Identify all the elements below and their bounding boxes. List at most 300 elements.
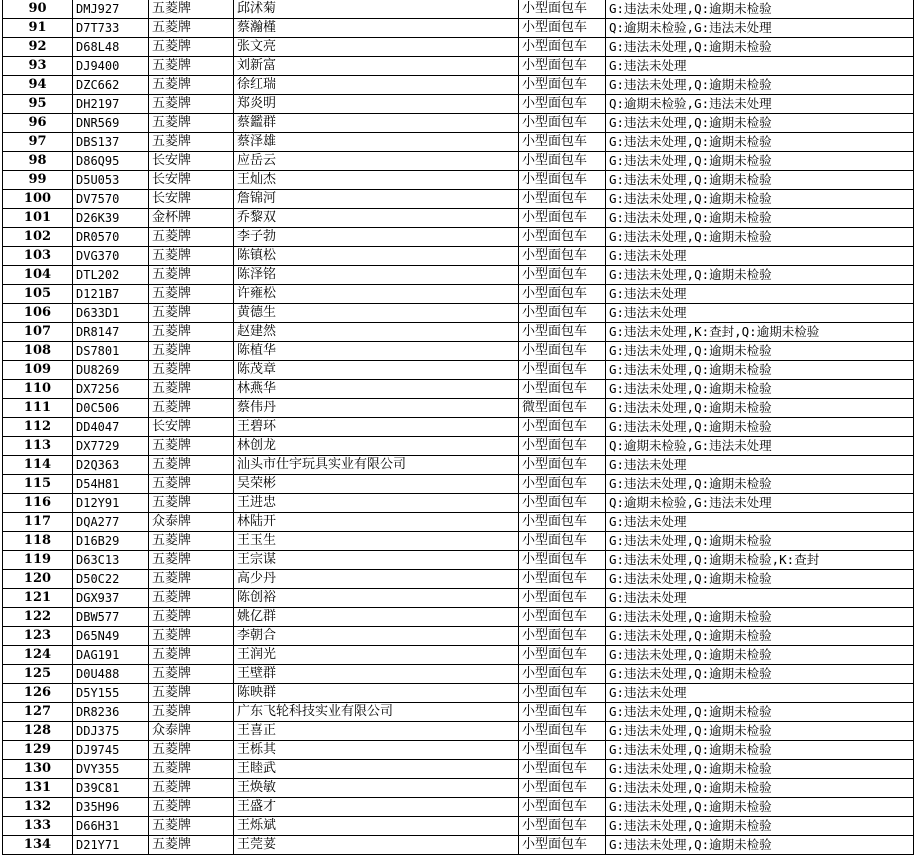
vehicle-type-cell[interactable]: 小型面包车 xyxy=(519,76,606,95)
owner-cell[interactable]: 王栎其 xyxy=(234,741,519,760)
status-cell[interactable]: G:违法未处理,Q:逾期未检验 xyxy=(606,190,914,209)
status-cell[interactable]: Q:逾期未检验,G:违法未处理 xyxy=(606,494,914,513)
plate-cell[interactable]: DR8236 xyxy=(73,703,149,722)
table-row xyxy=(3,475,914,494)
table-row xyxy=(3,570,914,589)
vehicle-type-cell[interactable]: 小型面包车 xyxy=(519,456,606,475)
brand-cell[interactable]: 五菱牌 xyxy=(149,95,234,114)
owner-cell[interactable]: 赵建然 xyxy=(234,323,519,342)
vehicle-type-cell[interactable]: 小型面包车 xyxy=(519,570,606,589)
owner-cell[interactable]: 王睦武 xyxy=(234,760,519,779)
row-number-cell[interactable]: 101 xyxy=(3,209,73,228)
owner-cell[interactable]: 王润光 xyxy=(234,646,519,665)
brand-cell[interactable]: 金杯牌 xyxy=(149,209,234,228)
status-cell[interactable]: G:违法未处理,Q:逾期未检验 xyxy=(606,380,914,399)
plate-cell[interactable]: DNR569 xyxy=(73,114,149,133)
plate-cell[interactable]: DMJ927 xyxy=(73,0,149,19)
owner-cell[interactable]: 刘新富 xyxy=(234,57,519,76)
table-row xyxy=(3,798,914,817)
row-number-cell[interactable]: 117 xyxy=(3,513,73,532)
vehicle-type-cell[interactable]: 小型面包车 xyxy=(519,285,606,304)
table-row xyxy=(3,95,914,114)
brand-cell[interactable]: 五菱牌 xyxy=(149,684,234,703)
brand-cell[interactable]: 五菱牌 xyxy=(149,570,234,589)
status-cell[interactable]: G:违法未处理,Q:逾期未检验 xyxy=(606,779,914,798)
status-cell[interactable]: G:违法未处理,Q:逾期未检验 xyxy=(606,817,914,836)
row-number-cell[interactable]: 100 xyxy=(3,190,73,209)
row-number-cell[interactable]: 125 xyxy=(3,665,73,684)
table-row xyxy=(3,323,914,342)
vehicle-table xyxy=(2,0,914,855)
vehicle-type-cell[interactable]: 小型面包车 xyxy=(519,684,606,703)
brand-cell[interactable]: 五菱牌 xyxy=(149,646,234,665)
vehicle-type-cell[interactable]: 小型面包车 xyxy=(519,342,606,361)
table-row xyxy=(3,836,914,855)
plate-cell[interactable]: DX7729 xyxy=(73,437,149,456)
owner-cell[interactable]: 黄德生 xyxy=(234,304,519,323)
row-number-cell[interactable]: 115 xyxy=(3,475,73,494)
status-cell[interactable]: G:违法未处理 xyxy=(606,589,914,608)
status-cell[interactable]: G:违法未处理,Q:逾期未检验 xyxy=(606,836,914,855)
status-cell[interactable]: G:违法未处理,Q:逾期未检验 xyxy=(606,361,914,380)
plate-cell[interactable]: DBS137 xyxy=(73,133,149,152)
owner-cell[interactable]: 王喜正 xyxy=(234,722,519,741)
plate-cell[interactable]: D0U488 xyxy=(73,665,149,684)
vehicle-type-cell[interactable]: 小型面包车 xyxy=(519,741,606,760)
plate-cell[interactable]: DQA277 xyxy=(73,513,149,532)
brand-cell[interactable]: 长安牌 xyxy=(149,152,234,171)
plate-cell[interactable]: DH2197 xyxy=(73,95,149,114)
table-row xyxy=(3,19,914,38)
row-number-cell[interactable]: 132 xyxy=(3,798,73,817)
plate-cell[interactable]: DVG370 xyxy=(73,247,149,266)
status-cell[interactable]: G:违法未处理,Q:逾期未检验 xyxy=(606,646,914,665)
row-number-cell[interactable]: 109 xyxy=(3,361,73,380)
table-body xyxy=(3,0,914,855)
table-row xyxy=(3,494,914,513)
plate-cell[interactable]: DJ9400 xyxy=(73,57,149,76)
owner-cell[interactable]: 王宗谋 xyxy=(234,551,519,570)
plate-cell[interactable]: D63C13 xyxy=(73,551,149,570)
status-cell[interactable]: G:违法未处理,Q:逾期未检验 xyxy=(606,76,914,95)
brand-cell[interactable]: 五菱牌 xyxy=(149,266,234,285)
plate-cell[interactable]: DD4047 xyxy=(73,418,149,437)
row-number-cell[interactable]: 118 xyxy=(3,532,73,551)
row-number-cell[interactable]: 113 xyxy=(3,437,73,456)
row-number-cell[interactable]: 126 xyxy=(3,684,73,703)
vehicle-type-cell[interactable]: 小型面包车 xyxy=(519,494,606,513)
plate-cell[interactable]: D7T733 xyxy=(73,19,149,38)
brand-cell[interactable]: 五菱牌 xyxy=(149,0,234,19)
status-cell[interactable]: G:违法未处理,Q:逾期未检验 xyxy=(606,627,914,646)
brand-cell[interactable]: 五菱牌 xyxy=(149,608,234,627)
plate-cell[interactable]: DV7570 xyxy=(73,190,149,209)
row-number-cell[interactable]: 128 xyxy=(3,722,73,741)
table-row xyxy=(3,38,914,57)
vehicle-type-cell[interactable]: 小型面包车 xyxy=(519,437,606,456)
row-number-cell[interactable]: 95 xyxy=(3,95,73,114)
plate-cell[interactable]: D5Y155 xyxy=(73,684,149,703)
row-number-cell[interactable]: 112 xyxy=(3,418,73,437)
vehicle-type-cell[interactable]: 小型面包车 xyxy=(519,190,606,209)
brand-cell[interactable]: 五菱牌 xyxy=(149,551,234,570)
table-row xyxy=(3,437,914,456)
status-cell[interactable]: G:违法未处理 xyxy=(606,57,914,76)
vehicle-type-cell[interactable]: 小型面包车 xyxy=(519,266,606,285)
row-number-cell[interactable]: 116 xyxy=(3,494,73,513)
vehicle-type-cell[interactable]: 小型面包车 xyxy=(519,19,606,38)
vehicle-type-cell[interactable]: 小型面包车 xyxy=(519,171,606,190)
plate-cell[interactable]: DX7256 xyxy=(73,380,149,399)
table-row xyxy=(3,304,914,323)
vehicle-type-cell[interactable]: 小型面包车 xyxy=(519,114,606,133)
table-row xyxy=(3,760,914,779)
vehicle-type-cell[interactable]: 小型面包车 xyxy=(519,380,606,399)
plate-cell[interactable]: D12Y91 xyxy=(73,494,149,513)
status-cell[interactable]: G:违法未处理 xyxy=(606,684,914,703)
row-number-cell[interactable]: 123 xyxy=(3,627,73,646)
vehicle-type-cell[interactable]: 小型面包车 xyxy=(519,627,606,646)
row-number-cell[interactable]: 134 xyxy=(3,836,73,855)
brand-cell[interactable]: 五菱牌 xyxy=(149,38,234,57)
status-cell[interactable]: G:违法未处理,K:查封,Q:逾期未检验 xyxy=(606,323,914,342)
status-cell[interactable]: G:违法未处理,Q:逾期未检验 xyxy=(606,114,914,133)
brand-cell[interactable]: 五菱牌 xyxy=(149,304,234,323)
vehicle-type-cell[interactable]: 微型面包车 xyxy=(519,399,606,418)
owner-cell[interactable]: 郑炎明 xyxy=(234,95,519,114)
plate-cell[interactable]: DJ9745 xyxy=(73,741,149,760)
brand-cell[interactable]: 五菱牌 xyxy=(149,19,234,38)
brand-cell[interactable]: 众泰牌 xyxy=(149,722,234,741)
table-row xyxy=(3,665,914,684)
plate-cell[interactable]: D0C506 xyxy=(73,399,149,418)
owner-cell[interactable]: 陈映群 xyxy=(234,684,519,703)
status-cell[interactable]: G:违法未处理,Q:逾期未检验 xyxy=(606,399,914,418)
owner-cell[interactable]: 蔡鑑群 xyxy=(234,114,519,133)
owner-cell[interactable]: 王烁斌 xyxy=(234,817,519,836)
plate-cell[interactable]: DZC662 xyxy=(73,76,149,95)
plate-cell[interactable]: D86Q95 xyxy=(73,152,149,171)
vehicle-type-cell[interactable]: 小型面包车 xyxy=(519,228,606,247)
vehicle-type-cell[interactable]: 小型面包车 xyxy=(519,551,606,570)
status-cell[interactable]: Q:逾期未检验,G:违法未处理 xyxy=(606,95,914,114)
row-number-cell[interactable]: 107 xyxy=(3,323,73,342)
row-number-cell[interactable]: 94 xyxy=(3,76,73,95)
vehicle-type-cell[interactable]: 小型面包车 xyxy=(519,703,606,722)
table-row xyxy=(3,722,914,741)
row-number-cell[interactable]: 127 xyxy=(3,703,73,722)
status-cell[interactable]: G:违法未处理,Q:逾期未检验 xyxy=(606,703,914,722)
status-cell[interactable]: G:违法未处理,Q:逾期未检验 xyxy=(606,152,914,171)
vehicle-type-cell[interactable]: 小型面包车 xyxy=(519,532,606,551)
status-cell[interactable]: Q:逾期未检验,G:违法未处理 xyxy=(606,19,914,38)
row-number-cell[interactable]: 92 xyxy=(3,38,73,57)
brand-cell[interactable]: 五菱牌 xyxy=(149,532,234,551)
brand-cell[interactable]: 五菱牌 xyxy=(149,703,234,722)
row-number-cell[interactable]: 97 xyxy=(3,133,73,152)
vehicle-type-cell[interactable]: 小型面包车 xyxy=(519,209,606,228)
owner-cell[interactable]: 李朝合 xyxy=(234,627,519,646)
table-row xyxy=(3,608,914,627)
owner-cell[interactable]: 王玉生 xyxy=(234,532,519,551)
brand-cell[interactable]: 五菱牌 xyxy=(149,57,234,76)
plate-cell[interactable]: DR8147 xyxy=(73,323,149,342)
vehicle-type-cell[interactable]: 小型面包车 xyxy=(519,361,606,380)
status-cell[interactable]: G:违法未处理,Q:逾期未检验 xyxy=(606,228,914,247)
vehicle-type-cell[interactable]: 小型面包车 xyxy=(519,513,606,532)
table-row xyxy=(3,209,914,228)
plate-cell[interactable]: D35H96 xyxy=(73,798,149,817)
brand-cell[interactable]: 五菱牌 xyxy=(149,323,234,342)
vehicle-type-cell[interactable]: 小型面包车 xyxy=(519,608,606,627)
owner-cell[interactable]: 陈泽铭 xyxy=(234,266,519,285)
vehicle-type-cell[interactable]: 小型面包车 xyxy=(519,475,606,494)
row-number-cell[interactable]: 119 xyxy=(3,551,73,570)
plate-cell[interactable]: D50C22 xyxy=(73,570,149,589)
owner-cell[interactable]: 王壁群 xyxy=(234,665,519,684)
brand-cell[interactable]: 五菱牌 xyxy=(149,760,234,779)
vehicle-type-cell[interactable]: 小型面包车 xyxy=(519,57,606,76)
brand-cell[interactable]: 五菱牌 xyxy=(149,399,234,418)
row-number-cell[interactable]: 110 xyxy=(3,380,73,399)
owner-cell[interactable]: 乔黎双 xyxy=(234,209,519,228)
owner-cell[interactable]: 高少丹 xyxy=(234,570,519,589)
brand-cell[interactable]: 五菱牌 xyxy=(149,836,234,855)
table-row xyxy=(3,152,914,171)
plate-cell[interactable]: D39C81 xyxy=(73,779,149,798)
owner-cell[interactable]: 王焕敏 xyxy=(234,779,519,798)
vehicle-type-cell[interactable]: 小型面包车 xyxy=(519,836,606,855)
plate-cell[interactable]: D121B7 xyxy=(73,285,149,304)
row-number-cell[interactable]: 130 xyxy=(3,760,73,779)
vehicle-type-cell[interactable]: 小型面包车 xyxy=(519,38,606,57)
brand-cell[interactable]: 五菱牌 xyxy=(149,342,234,361)
row-number-cell[interactable]: 122 xyxy=(3,608,73,627)
status-cell[interactable]: Q:逾期未检验,G:违法未处理 xyxy=(606,437,914,456)
status-cell[interactable]: G:违法未处理 xyxy=(606,513,914,532)
owner-cell[interactable]: 汕头市仕宇玩具实业有限公司 xyxy=(234,456,519,475)
row-number-cell[interactable]: 129 xyxy=(3,741,73,760)
row-number-cell[interactable]: 106 xyxy=(3,304,73,323)
brand-cell[interactable]: 五菱牌 xyxy=(149,361,234,380)
owner-cell[interactable]: 陈创裕 xyxy=(234,589,519,608)
brand-cell[interactable]: 五菱牌 xyxy=(149,380,234,399)
brand-cell[interactable]: 长安牌 xyxy=(149,171,234,190)
brand-cell[interactable]: 五菱牌 xyxy=(149,114,234,133)
status-cell[interactable]: G:违法未处理,Q:逾期未检验 xyxy=(606,133,914,152)
vehicle-type-cell[interactable]: 小型面包车 xyxy=(519,304,606,323)
plate-cell[interactable]: DS7801 xyxy=(73,342,149,361)
status-cell[interactable]: G:违法未处理,Q:逾期未检验,K:查封 xyxy=(606,551,914,570)
plate-cell[interactable]: D68L48 xyxy=(73,38,149,57)
status-cell[interactable]: G:违法未处理,Q:逾期未检验 xyxy=(606,608,914,627)
plate-cell[interactable]: DTL202 xyxy=(73,266,149,285)
owner-cell[interactable]: 林燕华 xyxy=(234,380,519,399)
row-number-cell[interactable]: 90 xyxy=(3,0,73,19)
vehicle-type-cell[interactable]: 小型面包车 xyxy=(519,779,606,798)
status-cell[interactable]: G:违法未处理 xyxy=(606,304,914,323)
owner-cell[interactable]: 广东飞轮科技实业有限公司 xyxy=(234,703,519,722)
plate-cell[interactable]: DDJ375 xyxy=(73,722,149,741)
owner-cell[interactable]: 詹锦河 xyxy=(234,190,519,209)
brand-cell[interactable]: 五菱牌 xyxy=(149,133,234,152)
plate-cell[interactable]: D21Y71 xyxy=(73,836,149,855)
status-cell[interactable]: G:违法未处理,Q:逾期未检验 xyxy=(606,38,914,57)
status-cell[interactable]: G:违法未处理,Q:逾期未检验 xyxy=(606,532,914,551)
plate-cell[interactable]: DR0570 xyxy=(73,228,149,247)
row-number-cell[interactable]: 98 xyxy=(3,152,73,171)
owner-cell[interactable]: 吴荣彬 xyxy=(234,475,519,494)
owner-cell[interactable]: 王灿杰 xyxy=(234,171,519,190)
owner-cell[interactable]: 张文亮 xyxy=(234,38,519,57)
brand-cell[interactable]: 五菱牌 xyxy=(149,817,234,836)
status-cell[interactable]: G:违法未处理 xyxy=(606,285,914,304)
table-row xyxy=(3,171,914,190)
owner-cell[interactable]: 许雍松 xyxy=(234,285,519,304)
vehicle-type-cell[interactable]: 小型面包车 xyxy=(519,152,606,171)
brand-cell[interactable]: 五菱牌 xyxy=(149,494,234,513)
owner-cell[interactable]: 李子勃 xyxy=(234,228,519,247)
owner-cell[interactable]: 蔡瀚槿 xyxy=(234,19,519,38)
status-cell[interactable]: G:违法未处理,Q:逾期未检验 xyxy=(606,741,914,760)
plate-cell[interactable]: D66H31 xyxy=(73,817,149,836)
plate-cell[interactable]: DGX937 xyxy=(73,589,149,608)
table-row xyxy=(3,817,914,836)
owner-cell[interactable]: 王碧环 xyxy=(234,418,519,437)
row-number-cell[interactable]: 121 xyxy=(3,589,73,608)
status-cell[interactable]: G:违法未处理,Q:逾期未检验 xyxy=(606,475,914,494)
brand-cell[interactable]: 五菱牌 xyxy=(149,76,234,95)
vehicle-type-cell[interactable]: 小型面包车 xyxy=(519,589,606,608)
owner-cell[interactable]: 陈植华 xyxy=(234,342,519,361)
owner-cell[interactable]: 姚亿群 xyxy=(234,608,519,627)
table-row xyxy=(3,133,914,152)
row-number-cell[interactable]: 104 xyxy=(3,266,73,285)
table-row xyxy=(3,361,914,380)
plate-cell[interactable]: D5U053 xyxy=(73,171,149,190)
status-cell[interactable]: G:违法未处理 xyxy=(606,247,914,266)
vehicle-type-cell[interactable]: 小型面包车 xyxy=(519,722,606,741)
owner-cell[interactable]: 王进忠 xyxy=(234,494,519,513)
row-number-cell[interactable]: 133 xyxy=(3,817,73,836)
row-number-cell[interactable]: 124 xyxy=(3,646,73,665)
brand-cell[interactable]: 五菱牌 xyxy=(149,285,234,304)
status-cell[interactable]: G:违法未处理,Q:逾期未检验 xyxy=(606,171,914,190)
owner-cell[interactable]: 蔡泽雄 xyxy=(234,133,519,152)
row-number-cell[interactable]: 120 xyxy=(3,570,73,589)
status-cell[interactable]: G:违法未处理,Q:逾期未检验 xyxy=(606,722,914,741)
brand-cell[interactable]: 五菱牌 xyxy=(149,798,234,817)
vehicle-type-cell[interactable]: 小型面包车 xyxy=(519,817,606,836)
plate-cell[interactable]: D633D1 xyxy=(73,304,149,323)
owner-cell[interactable]: 蔡伟丹 xyxy=(234,399,519,418)
plate-cell[interactable]: D65N49 xyxy=(73,627,149,646)
row-number-cell[interactable]: 91 xyxy=(3,19,73,38)
brand-cell[interactable]: 长安牌 xyxy=(149,418,234,437)
row-number-cell[interactable]: 99 xyxy=(3,171,73,190)
brand-cell[interactable]: 五菱牌 xyxy=(149,627,234,646)
vehicle-type-cell[interactable]: 小型面包车 xyxy=(519,247,606,266)
status-cell[interactable]: G:违法未处理,Q:逾期未检验 xyxy=(606,0,914,19)
vehicle-type-cell[interactable]: 小型面包车 xyxy=(519,323,606,342)
vehicle-type-cell[interactable]: 小型面包车 xyxy=(519,665,606,684)
row-number-cell[interactable]: 108 xyxy=(3,342,73,361)
row-number-cell[interactable]: 103 xyxy=(3,247,73,266)
vehicle-type-cell[interactable]: 小型面包车 xyxy=(519,798,606,817)
brand-cell[interactable]: 五菱牌 xyxy=(149,475,234,494)
row-number-cell[interactable]: 114 xyxy=(3,456,73,475)
vehicle-type-cell[interactable]: 小型面包车 xyxy=(519,95,606,114)
plate-cell[interactable]: D26K39 xyxy=(73,209,149,228)
vehicle-type-cell[interactable]: 小型面包车 xyxy=(519,760,606,779)
plate-cell[interactable]: D54H81 xyxy=(73,475,149,494)
brand-cell[interactable]: 五菱牌 xyxy=(149,228,234,247)
owner-cell[interactable]: 陈茂章 xyxy=(234,361,519,380)
plate-cell[interactable]: DU8269 xyxy=(73,361,149,380)
owner-cell[interactable]: 王莞荽 xyxy=(234,836,519,855)
status-cell[interactable]: G:违法未处理,Q:逾期未检验 xyxy=(606,266,914,285)
vehicle-type-cell[interactable]: 小型面包车 xyxy=(519,133,606,152)
status-cell[interactable]: G:违法未处理,Q:逾期未检验 xyxy=(606,798,914,817)
table-row xyxy=(3,513,914,532)
status-cell[interactable]: G:违法未处理,Q:逾期未检验 xyxy=(606,570,914,589)
vehicle-type-cell[interactable]: 小型面包车 xyxy=(519,418,606,437)
row-number-cell[interactable]: 131 xyxy=(3,779,73,798)
owner-cell[interactable]: 林创龙 xyxy=(234,437,519,456)
row-number-cell[interactable]: 96 xyxy=(3,114,73,133)
owner-cell[interactable]: 王盛才 xyxy=(234,798,519,817)
row-number-cell[interactable]: 111 xyxy=(3,399,73,418)
plate-cell[interactable]: DBW577 xyxy=(73,608,149,627)
table-row xyxy=(3,190,914,209)
vehicle-type-cell[interactable]: 小型面包车 xyxy=(519,646,606,665)
brand-cell[interactable]: 长安牌 xyxy=(149,190,234,209)
row-number-cell[interactable]: 93 xyxy=(3,57,73,76)
status-cell[interactable]: G:违法未处理,Q:逾期未检验 xyxy=(606,665,914,684)
status-cell[interactable]: G:违法未处理,Q:逾期未检验 xyxy=(606,418,914,437)
plate-cell[interactable]: DAG191 xyxy=(73,646,149,665)
table-row xyxy=(3,703,914,722)
owner-cell[interactable]: 邱沭菊 xyxy=(234,0,519,19)
owner-cell[interactable]: 应岳云 xyxy=(234,152,519,171)
plate-cell[interactable]: DVY355 xyxy=(73,760,149,779)
table-row xyxy=(3,741,914,760)
row-number-cell[interactable]: 102 xyxy=(3,228,73,247)
brand-cell[interactable]: 五菱牌 xyxy=(149,741,234,760)
brand-cell[interactable]: 众泰牌 xyxy=(149,513,234,532)
brand-cell[interactable]: 五菱牌 xyxy=(149,437,234,456)
brand-cell[interactable]: 五菱牌 xyxy=(149,665,234,684)
table-row xyxy=(3,76,914,95)
brand-cell[interactable]: 五菱牌 xyxy=(149,589,234,608)
status-cell[interactable]: G:违法未处理 xyxy=(606,456,914,475)
vehicle-type-cell[interactable]: 小型面包车 xyxy=(519,0,606,19)
plate-cell[interactable]: D16B29 xyxy=(73,532,149,551)
brand-cell[interactable]: 五菱牌 xyxy=(149,247,234,266)
row-number-cell[interactable]: 105 xyxy=(3,285,73,304)
table-row xyxy=(3,114,914,133)
owner-cell[interactable]: 林陆开 xyxy=(234,513,519,532)
brand-cell[interactable]: 五菱牌 xyxy=(149,779,234,798)
owner-cell[interactable]: 徐红瑞 xyxy=(234,76,519,95)
status-cell[interactable]: G:违法未处理,Q:逾期未检验 xyxy=(606,209,914,228)
plate-cell[interactable]: D2Q363 xyxy=(73,456,149,475)
brand-cell[interactable]: 五菱牌 xyxy=(149,456,234,475)
owner-cell[interactable]: 陈镇松 xyxy=(234,247,519,266)
status-cell[interactable]: G:违法未处理,Q:逾期未检验 xyxy=(606,760,914,779)
table-row xyxy=(3,285,914,304)
status-cell[interactable]: G:违法未处理,Q:逾期未检验 xyxy=(606,342,914,361)
